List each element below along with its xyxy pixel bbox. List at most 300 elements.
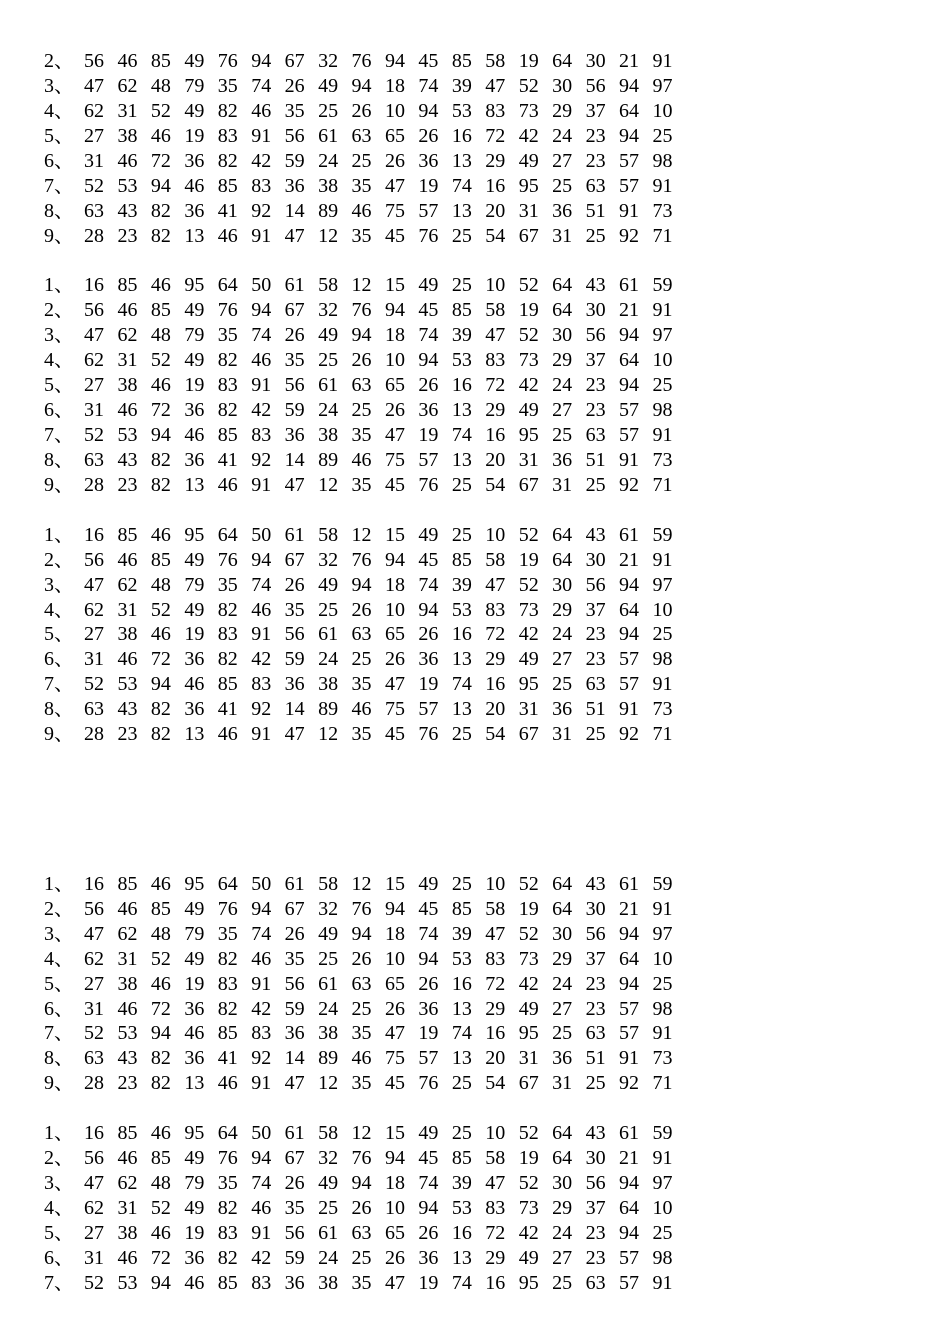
number-cell: 35 xyxy=(217,324,238,347)
number-cell: 19 xyxy=(184,623,205,646)
number-cell: 76 xyxy=(418,473,439,496)
number-cell: 95 xyxy=(518,1271,539,1294)
number-cell: 36 xyxy=(552,1047,573,1070)
number-cell: 16 xyxy=(84,274,104,297)
number-cell: 61 xyxy=(619,872,639,895)
number-cell: 19 xyxy=(418,424,439,447)
row-number-label: 7、 xyxy=(44,1022,74,1045)
number-cell: 45 xyxy=(384,473,405,496)
number-cell: 76 xyxy=(351,548,372,571)
number-cell: 31 xyxy=(117,99,138,122)
number-cell: 24 xyxy=(318,648,339,671)
number-row xyxy=(44,1021,904,1046)
number-cell: 31 xyxy=(552,723,573,746)
number-cell: 45 xyxy=(384,1072,405,1095)
number-cell: 82 xyxy=(217,399,238,422)
number-cell: 52 xyxy=(518,922,539,945)
number-cell: 31 xyxy=(117,598,138,621)
number-cell: 82 xyxy=(150,1072,171,1095)
number-cell: 29 xyxy=(552,99,573,122)
number-cell: 10 xyxy=(384,947,405,970)
number-cell: 92 xyxy=(251,448,272,471)
number-cell: 49 xyxy=(518,1246,539,1269)
number-cell: 25 xyxy=(652,124,673,147)
number-cell: 49 xyxy=(318,74,339,97)
number-cell: 25 xyxy=(451,723,472,746)
number-cell: 83 xyxy=(217,374,238,397)
number-cell: 76 xyxy=(351,1147,372,1170)
number-cell: 85 xyxy=(150,299,171,322)
number-cell: 25 xyxy=(451,224,472,247)
number-row xyxy=(44,298,904,323)
number-cell: 91 xyxy=(652,897,673,920)
number-cell: 23 xyxy=(585,399,606,422)
number-cell: 97 xyxy=(652,1172,673,1195)
number-cell: 47 xyxy=(284,224,305,247)
number-cell: 53 xyxy=(117,673,138,696)
number-cell: 85 xyxy=(451,50,472,72)
number-cell: 64 xyxy=(619,598,639,621)
number-cell: 26 xyxy=(284,922,305,945)
number-row xyxy=(44,722,904,747)
number-cell: 43 xyxy=(117,698,138,721)
number-cell: 25 xyxy=(552,174,573,197)
number-cell: 58 xyxy=(485,50,506,72)
number-cell: 75 xyxy=(384,448,405,471)
number-cell: 54 xyxy=(485,1072,506,1095)
number-cell: 59 xyxy=(284,997,305,1020)
number-cell: 57 xyxy=(418,199,439,222)
number-cell: 36 xyxy=(184,149,205,172)
row-number-label: 9、 xyxy=(44,473,74,496)
row-number-label: 4、 xyxy=(44,598,74,621)
number-cell: 24 xyxy=(552,623,573,646)
number-cell: 38 xyxy=(117,972,138,995)
number-cell: 94 xyxy=(351,324,372,347)
number-cell: 35 xyxy=(284,947,305,970)
number-cell: 49 xyxy=(318,573,339,596)
number-row xyxy=(44,647,904,672)
number-cell: 59 xyxy=(284,648,305,671)
number-cell: 51 xyxy=(585,199,606,222)
number-cell: 47 xyxy=(284,723,305,746)
number-cell: 38 xyxy=(117,374,138,397)
number-cell: 48 xyxy=(150,922,171,945)
number-cell: 64 xyxy=(552,299,573,322)
number-row xyxy=(44,74,904,99)
number-cell: 25 xyxy=(585,224,606,247)
number-cell: 41 xyxy=(217,199,238,222)
number-cell: 18 xyxy=(384,1172,405,1195)
number-cell: 56 xyxy=(284,374,305,397)
number-cell: 91 xyxy=(251,623,272,646)
number-cell: 49 xyxy=(184,897,205,920)
number-cell: 43 xyxy=(585,523,606,546)
number-cell: 82 xyxy=(217,598,238,621)
number-cell: 49 xyxy=(184,50,205,72)
number-cell: 53 xyxy=(117,1022,138,1045)
number-cell: 46 xyxy=(184,1022,205,1045)
number-cell: 63 xyxy=(585,1022,606,1045)
number-cell: 62 xyxy=(117,1172,138,1195)
number-cell: 76 xyxy=(418,723,439,746)
number-row xyxy=(44,448,904,473)
number-cell: 15 xyxy=(384,1122,405,1145)
number-cell: 13 xyxy=(184,473,205,496)
number-cell: 28 xyxy=(84,473,104,496)
number-cell: 37 xyxy=(585,99,606,122)
number-cell: 92 xyxy=(251,1047,272,1070)
number-cell: 62 xyxy=(117,74,138,97)
number-cell: 19 xyxy=(518,50,539,72)
number-cell: 75 xyxy=(384,1047,405,1070)
number-cell: 63 xyxy=(585,673,606,696)
row-number-label: 1、 xyxy=(44,274,74,297)
number-cell: 25 xyxy=(585,723,606,746)
number-cell: 24 xyxy=(318,149,339,172)
number-cell: 20 xyxy=(485,1047,506,1070)
number-cell: 83 xyxy=(251,1271,272,1294)
number-cell: 42 xyxy=(251,997,272,1020)
number-cell: 37 xyxy=(585,598,606,621)
number-cell: 73 xyxy=(518,1196,539,1219)
number-cell: 39 xyxy=(451,922,472,945)
number-cell: 62 xyxy=(84,349,104,372)
number-cell: 76 xyxy=(217,897,238,920)
number-cell: 25 xyxy=(451,1072,472,1095)
number-cell: 74 xyxy=(451,174,472,197)
number-cell: 30 xyxy=(552,1172,573,1195)
number-cell: 35 xyxy=(217,573,238,596)
number-row xyxy=(44,149,904,174)
number-cell: 25 xyxy=(318,1196,339,1219)
number-cell: 38 xyxy=(318,174,339,197)
number-cell: 52 xyxy=(518,1122,539,1145)
number-cell: 58 xyxy=(318,872,339,895)
number-cell: 47 xyxy=(384,1022,405,1045)
number-cell: 63 xyxy=(84,698,104,721)
number-row xyxy=(44,99,904,124)
number-cell: 65 xyxy=(384,972,405,995)
number-cell: 45 xyxy=(384,224,405,247)
number-cell: 94 xyxy=(351,74,372,97)
number-cell: 63 xyxy=(585,1271,606,1294)
number-row xyxy=(44,1146,904,1171)
number-cell: 10 xyxy=(652,598,673,621)
number-row xyxy=(44,1171,904,1196)
number-row xyxy=(44,1046,904,1071)
number-cell: 52 xyxy=(518,523,539,546)
number-cell: 16 xyxy=(84,872,104,895)
row-number-label: 9、 xyxy=(44,1072,74,1095)
number-row xyxy=(44,922,904,947)
number-cell: 73 xyxy=(652,199,673,222)
number-cell: 74 xyxy=(451,673,472,696)
number-cell: 42 xyxy=(518,972,539,995)
number-cell: 32 xyxy=(318,1147,339,1170)
number-cell: 62 xyxy=(84,598,104,621)
number-cell: 29 xyxy=(552,598,573,621)
number-cell: 61 xyxy=(318,1221,339,1244)
number-cell: 28 xyxy=(84,1072,104,1095)
number-cell: 26 xyxy=(384,1246,405,1269)
number-cell: 91 xyxy=(652,174,673,197)
number-cell: 36 xyxy=(418,997,439,1020)
number-cell: 13 xyxy=(184,723,205,746)
number-cell: 27 xyxy=(84,1221,104,1244)
number-cell: 91 xyxy=(652,1147,673,1170)
number-cell: 83 xyxy=(217,124,238,147)
number-cell: 49 xyxy=(184,598,205,621)
number-cell: 19 xyxy=(518,1147,539,1170)
number-cell: 14 xyxy=(284,199,305,222)
number-cell: 24 xyxy=(552,124,573,147)
number-cell: 26 xyxy=(284,1172,305,1195)
row-number-label: 2、 xyxy=(44,50,74,72)
number-cell: 94 xyxy=(619,1221,639,1244)
number-row xyxy=(44,997,904,1022)
number-cell: 31 xyxy=(552,224,573,247)
number-cell: 47 xyxy=(384,424,405,447)
number-cell: 49 xyxy=(184,99,205,122)
number-cell: 52 xyxy=(150,99,171,122)
number-block xyxy=(44,49,904,249)
number-cell: 63 xyxy=(351,972,372,995)
number-cell: 12 xyxy=(318,224,339,247)
number-cell: 82 xyxy=(217,947,238,970)
number-cell: 56 xyxy=(84,548,104,571)
number-cell: 49 xyxy=(184,1147,205,1170)
row-number-label: 3、 xyxy=(44,922,74,945)
number-cell: 29 xyxy=(485,648,506,671)
number-cell: 35 xyxy=(284,598,305,621)
number-row xyxy=(44,1071,904,1096)
number-cell: 79 xyxy=(184,573,205,596)
number-cell: 42 xyxy=(518,623,539,646)
row-number-label: 6、 xyxy=(44,1246,74,1269)
number-cell: 52 xyxy=(84,1022,104,1045)
number-block xyxy=(44,1121,904,1296)
number-cell: 13 xyxy=(451,698,472,721)
number-cell: 61 xyxy=(318,623,339,646)
number-cell: 46 xyxy=(251,99,272,122)
number-cell: 19 xyxy=(518,897,539,920)
number-cell: 74 xyxy=(251,1172,272,1195)
number-cell: 26 xyxy=(418,124,439,147)
number-cell: 94 xyxy=(251,299,272,322)
number-cell: 91 xyxy=(652,548,673,571)
number-cell: 36 xyxy=(418,1246,439,1269)
number-cell: 35 xyxy=(284,1196,305,1219)
number-cell: 26 xyxy=(351,99,372,122)
number-cell: 30 xyxy=(552,573,573,596)
number-cell: 10 xyxy=(652,1196,673,1219)
number-cell: 91 xyxy=(251,124,272,147)
number-cell: 31 xyxy=(117,1196,138,1219)
number-cell: 56 xyxy=(84,897,104,920)
number-cell: 64 xyxy=(619,349,639,372)
number-cell: 85 xyxy=(150,1147,171,1170)
number-cell: 74 xyxy=(251,922,272,945)
number-cell: 94 xyxy=(619,922,639,945)
number-cell: 28 xyxy=(84,723,104,746)
number-cell: 46 xyxy=(351,1047,372,1070)
number-cell: 64 xyxy=(552,1147,573,1170)
number-cell: 62 xyxy=(117,573,138,596)
number-cell: 64 xyxy=(217,523,238,546)
number-cell: 46 xyxy=(184,1271,205,1294)
number-cell: 30 xyxy=(552,74,573,97)
number-cell: 31 xyxy=(518,199,539,222)
number-cell: 47 xyxy=(84,573,104,596)
row-number-label: 7、 xyxy=(44,673,74,696)
number-cell: 76 xyxy=(351,299,372,322)
row-number-label: 8、 xyxy=(44,448,74,471)
number-cell: 25 xyxy=(451,872,472,895)
row-number-label: 3、 xyxy=(44,74,74,97)
number-row xyxy=(44,398,904,423)
number-cell: 31 xyxy=(117,349,138,372)
row-number-label: 4、 xyxy=(44,99,74,122)
number-cell: 72 xyxy=(150,149,171,172)
number-cell: 13 xyxy=(184,1072,205,1095)
row-number-label: 6、 xyxy=(44,997,74,1020)
number-cell: 46 xyxy=(251,947,272,970)
number-cell: 12 xyxy=(351,872,372,895)
number-cell: 25 xyxy=(652,1221,673,1244)
number-cell: 46 xyxy=(150,374,171,397)
number-cell: 38 xyxy=(117,623,138,646)
number-cell: 64 xyxy=(217,274,238,297)
number-cell: 71 xyxy=(652,1072,673,1095)
number-cell: 25 xyxy=(451,473,472,496)
number-cell: 85 xyxy=(117,1122,138,1145)
number-cell: 27 xyxy=(552,1246,573,1269)
number-cell: 23 xyxy=(117,224,138,247)
number-cell: 31 xyxy=(518,1047,539,1070)
number-cell: 29 xyxy=(552,947,573,970)
number-cell: 19 xyxy=(518,299,539,322)
number-cell: 91 xyxy=(251,473,272,496)
number-cell: 35 xyxy=(217,922,238,945)
number-cell: 89 xyxy=(318,698,339,721)
number-cell: 46 xyxy=(251,1196,272,1219)
number-cell: 57 xyxy=(418,448,439,471)
number-cell: 56 xyxy=(585,573,606,596)
number-cell: 36 xyxy=(184,199,205,222)
number-cell: 52 xyxy=(150,947,171,970)
number-cell: 35 xyxy=(217,1172,238,1195)
number-cell: 85 xyxy=(451,897,472,920)
number-cell: 56 xyxy=(84,299,104,322)
number-cell: 94 xyxy=(619,623,639,646)
number-cell: 31 xyxy=(117,947,138,970)
number-cell: 14 xyxy=(284,698,305,721)
number-cell: 57 xyxy=(619,399,639,422)
number-cell: 85 xyxy=(451,1147,472,1170)
number-cell: 25 xyxy=(552,1271,573,1294)
number-cell: 91 xyxy=(652,299,673,322)
number-cell: 85 xyxy=(217,1022,238,1045)
number-cell: 52 xyxy=(518,1172,539,1195)
number-cell: 63 xyxy=(585,424,606,447)
number-cell: 46 xyxy=(217,473,238,496)
number-cell: 26 xyxy=(351,1196,372,1219)
number-cell: 76 xyxy=(351,50,372,72)
number-cell: 74 xyxy=(251,74,272,97)
number-cell: 59 xyxy=(652,274,673,297)
number-cell: 36 xyxy=(418,149,439,172)
number-cell: 56 xyxy=(585,1172,606,1195)
number-cell: 47 xyxy=(485,1172,506,1195)
number-cell: 39 xyxy=(451,573,472,596)
number-cell: 46 xyxy=(117,548,138,571)
number-cell: 36 xyxy=(284,424,305,447)
number-cell: 52 xyxy=(84,174,104,197)
number-cell: 94 xyxy=(150,174,171,197)
number-cell: 18 xyxy=(384,922,405,945)
number-cell: 61 xyxy=(318,124,339,147)
number-cell: 51 xyxy=(585,448,606,471)
number-cell: 47 xyxy=(84,922,104,945)
number-cell: 46 xyxy=(150,623,171,646)
number-cell: 23 xyxy=(585,124,606,147)
number-cell: 64 xyxy=(552,1122,573,1145)
number-cell: 76 xyxy=(418,1072,439,1095)
number-cell: 82 xyxy=(150,199,171,222)
number-cell: 73 xyxy=(652,448,673,471)
number-cell: 43 xyxy=(585,274,606,297)
number-cell: 95 xyxy=(184,872,205,895)
number-cell: 59 xyxy=(652,872,673,895)
number-cell: 76 xyxy=(418,224,439,247)
row-number-label: 5、 xyxy=(44,1221,74,1244)
number-cell: 25 xyxy=(585,473,606,496)
number-cell: 29 xyxy=(552,349,573,372)
number-cell: 19 xyxy=(184,374,205,397)
number-cell: 89 xyxy=(318,199,339,222)
number-cell: 49 xyxy=(184,349,205,372)
number-row xyxy=(44,947,904,972)
number-cell: 38 xyxy=(117,124,138,147)
number-cell: 76 xyxy=(217,299,238,322)
number-cell: 46 xyxy=(217,1072,238,1095)
number-cell: 13 xyxy=(451,1246,472,1269)
number-cell: 47 xyxy=(284,1072,305,1095)
number-cell: 43 xyxy=(585,1122,606,1145)
number-cell: 67 xyxy=(518,224,539,247)
number-cell: 10 xyxy=(652,349,673,372)
number-cell: 64 xyxy=(552,872,573,895)
number-cell: 53 xyxy=(451,598,472,621)
number-cell: 23 xyxy=(585,1246,606,1269)
number-cell: 85 xyxy=(217,424,238,447)
number-row xyxy=(44,49,904,74)
number-cell: 94 xyxy=(418,349,439,372)
number-cell: 30 xyxy=(585,897,606,920)
number-cell: 76 xyxy=(217,1147,238,1170)
number-cell: 79 xyxy=(184,324,205,347)
number-cell: 48 xyxy=(150,74,171,97)
number-cell: 19 xyxy=(518,548,539,571)
row-number-label: 3、 xyxy=(44,324,74,347)
row-number-label: 5、 xyxy=(44,374,74,397)
number-cell: 52 xyxy=(150,349,171,372)
number-cell: 50 xyxy=(251,872,272,895)
number-cell: 45 xyxy=(418,548,439,571)
number-cell: 46 xyxy=(150,872,171,895)
number-cell: 26 xyxy=(418,623,439,646)
